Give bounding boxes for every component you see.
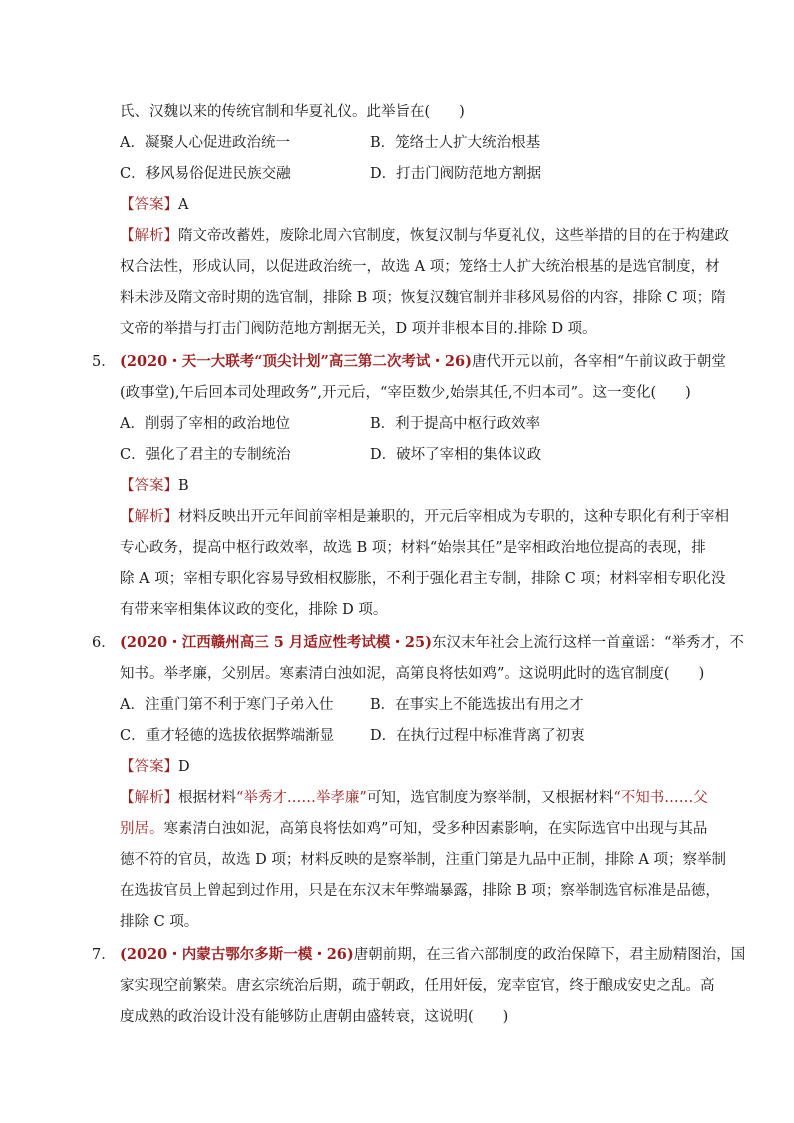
q6-option-b: B．在事实上不能选拔出有用之才 bbox=[370, 697, 584, 713]
q5-explanation-line-2: 专心政务，提高中枢行政效率，故选 B 项；材料“始崇其任”是宰相政治地位提高的表现，排 bbox=[120, 540, 706, 556]
q4-explanation-line-4: 文帝的举措与打击门阀防范地方割据无关，D 项并非根本目的.排除 D 项。 bbox=[120, 321, 597, 337]
q6-stem-line-2: 知书。举孝廉，父别居。寒素清白浊如泥，高第良将怯如鸡”。这说明此时的选官制度( ) bbox=[120, 666, 705, 682]
q7-source: (2020・内蒙古鄂尔多斯一模・26) bbox=[120, 946, 354, 963]
q4-option-b: B．笼络士人扩大统治根基 bbox=[370, 135, 541, 151]
q6-option-c: C．重才轻德的选拔依据弊端渐显 bbox=[120, 728, 335, 744]
q5-answer bbox=[120, 476, 189, 496]
q6-explanation-line-5: 排除 C 项。 bbox=[120, 914, 199, 930]
q4-explanation-line-3: 料未涉及隋文帝时期的选官制，排除 B 项；恢复汉魏官制并非移风易俗的内容，排除 C 项；隋 bbox=[120, 290, 726, 306]
q6-option-d: D．在执行过程中标准背离了初衷 bbox=[370, 728, 585, 744]
q5-option-b: B．利于提高中枢行政效率 bbox=[370, 416, 541, 432]
q7-number: 7． bbox=[92, 947, 116, 963]
quoted-material: 别居。 bbox=[120, 821, 164, 837]
quoted-material: “不知书……父 bbox=[613, 790, 708, 806]
quoted-material: “举秀才……举孝廉” bbox=[236, 790, 367, 806]
q5-stem-line-2: (政事堂),午后回本司处理政务”,开元后，“宰臣数少,始崇其任,不归本司”。这一变化( ) bbox=[120, 385, 691, 401]
answer-value: A bbox=[178, 197, 189, 213]
q4-option-d: D．打击门阀防范地方割据 bbox=[370, 166, 542, 182]
explanation-label: 【解析】 bbox=[120, 228, 178, 244]
answer-label: 【答案】 bbox=[120, 478, 178, 494]
explanation-label: 【解析】 bbox=[120, 790, 178, 806]
q6-stem-line-1: (2020・江西赣州高三 5 月适应性考试模・25)东汉末年社会上流行这样一首童谣：“举秀才，不 bbox=[120, 634, 744, 651]
q6-explanation-line-1: 【解析】根据材料“举秀才……举孝廉”可知，选官制度为察举制，又根据材料“不知书……父 bbox=[120, 790, 708, 806]
q4-option-a: A．凝聚人心促进政治统一 bbox=[120, 135, 290, 151]
q4-stem-continuation: 氏、汉魏以来的传统官制和华夏礼仪。此举旨在( ) bbox=[120, 104, 465, 120]
answer-label: 【答案】 bbox=[120, 197, 178, 213]
q4-explanation-line-2: 权合法性，形成认同，以促进政治统一，故选 A 项；笼络士人扩大统治根基的是选官制度，材 bbox=[120, 259, 720, 275]
answer-value: D bbox=[178, 759, 190, 775]
q4-answer bbox=[120, 195, 188, 215]
q6-source: (2020・江西赣州高三 5 月适应性考试模・25) bbox=[120, 634, 432, 651]
explanation-label: 【解析】 bbox=[120, 509, 178, 525]
q5-stem-line-1: (2020・天一大联考“顶尖计划”高三第二次考试・26)唐代开元以前，各宰相“午前议政于朝堂 bbox=[120, 353, 726, 370]
q7-stem-line-3: 度成熟的政治设计没有能够防止唐朝由盛转衰，这说明( ) bbox=[120, 1009, 509, 1025]
q6-explanation-line-3: 德不符的官员，故选 D 项；材料反映的是察举制，注重门第是九品中正制，排除 A 项；察举制 bbox=[120, 852, 727, 868]
q7-stem-line-1: (2020・内蒙古鄂尔多斯一模・26)唐朝前期，在三省六部制度的政治保障下，君主励精图治，国 bbox=[120, 946, 746, 963]
answer-label: 【答案】 bbox=[120, 759, 178, 775]
q5-option-c: C．强化了君主的专制统治 bbox=[120, 447, 291, 463]
q5-explanation-line-1: 【解析】材料反映出开元年间前宰相是兼职的，开元后宰相成为专职的，这种专职化有利于宰相 bbox=[120, 509, 729, 525]
q5-option-d: D．破坏了宰相的集体议政 bbox=[370, 447, 542, 463]
q6-explanation-line-2: 别居。寒素清白浊如泥，高第良将怯如鸡”可知，受多种因素影响，在实际选官中出现与其品 bbox=[120, 821, 708, 837]
q5-source: (2020・天一大联考“顶尖计划”高三第二次考试・26) bbox=[120, 353, 472, 370]
q6-option-a: A．注重门第不利于寒门子弟入仕 bbox=[120, 697, 334, 713]
q6-explanation-line-4: 在选拔官员上曾起到过作用，只是在东汉末年弊端暴露，排除 B 项；察举制选官标准是品德， bbox=[120, 883, 720, 899]
q6-number: 6． bbox=[92, 635, 116, 651]
q5-explanation-line-3: 除 A 项；宰相专职化容易导致相权膨胀，不利于强化君主专制，排除 C 项；材料宰相专职化没 bbox=[120, 571, 726, 587]
q4-explanation-line-1: 【解析】隋文帝改蓄姓，废除北周六官制度，恢复汉制与华夏礼仪，这些举措的目的在于构建政 bbox=[120, 228, 729, 244]
q6-answer bbox=[120, 757, 190, 777]
q5-explanation-line-4: 有带来宰相集体议政的变化，排除 D 项。 bbox=[120, 602, 388, 618]
q5-number: 5． bbox=[92, 354, 116, 370]
answer-value: B bbox=[178, 478, 189, 494]
q5-option-a: A．削弱了宰相的政治地位 bbox=[120, 416, 290, 432]
q4-option-c: C．移风易俗促进民族交融 bbox=[120, 166, 291, 182]
q7-stem-line-2: 家实现空前繁荣。唐玄宗统治后期，疏于朝政，任用奸佞，宠幸宦官，终于酿成安史之乱。高 bbox=[120, 978, 715, 994]
